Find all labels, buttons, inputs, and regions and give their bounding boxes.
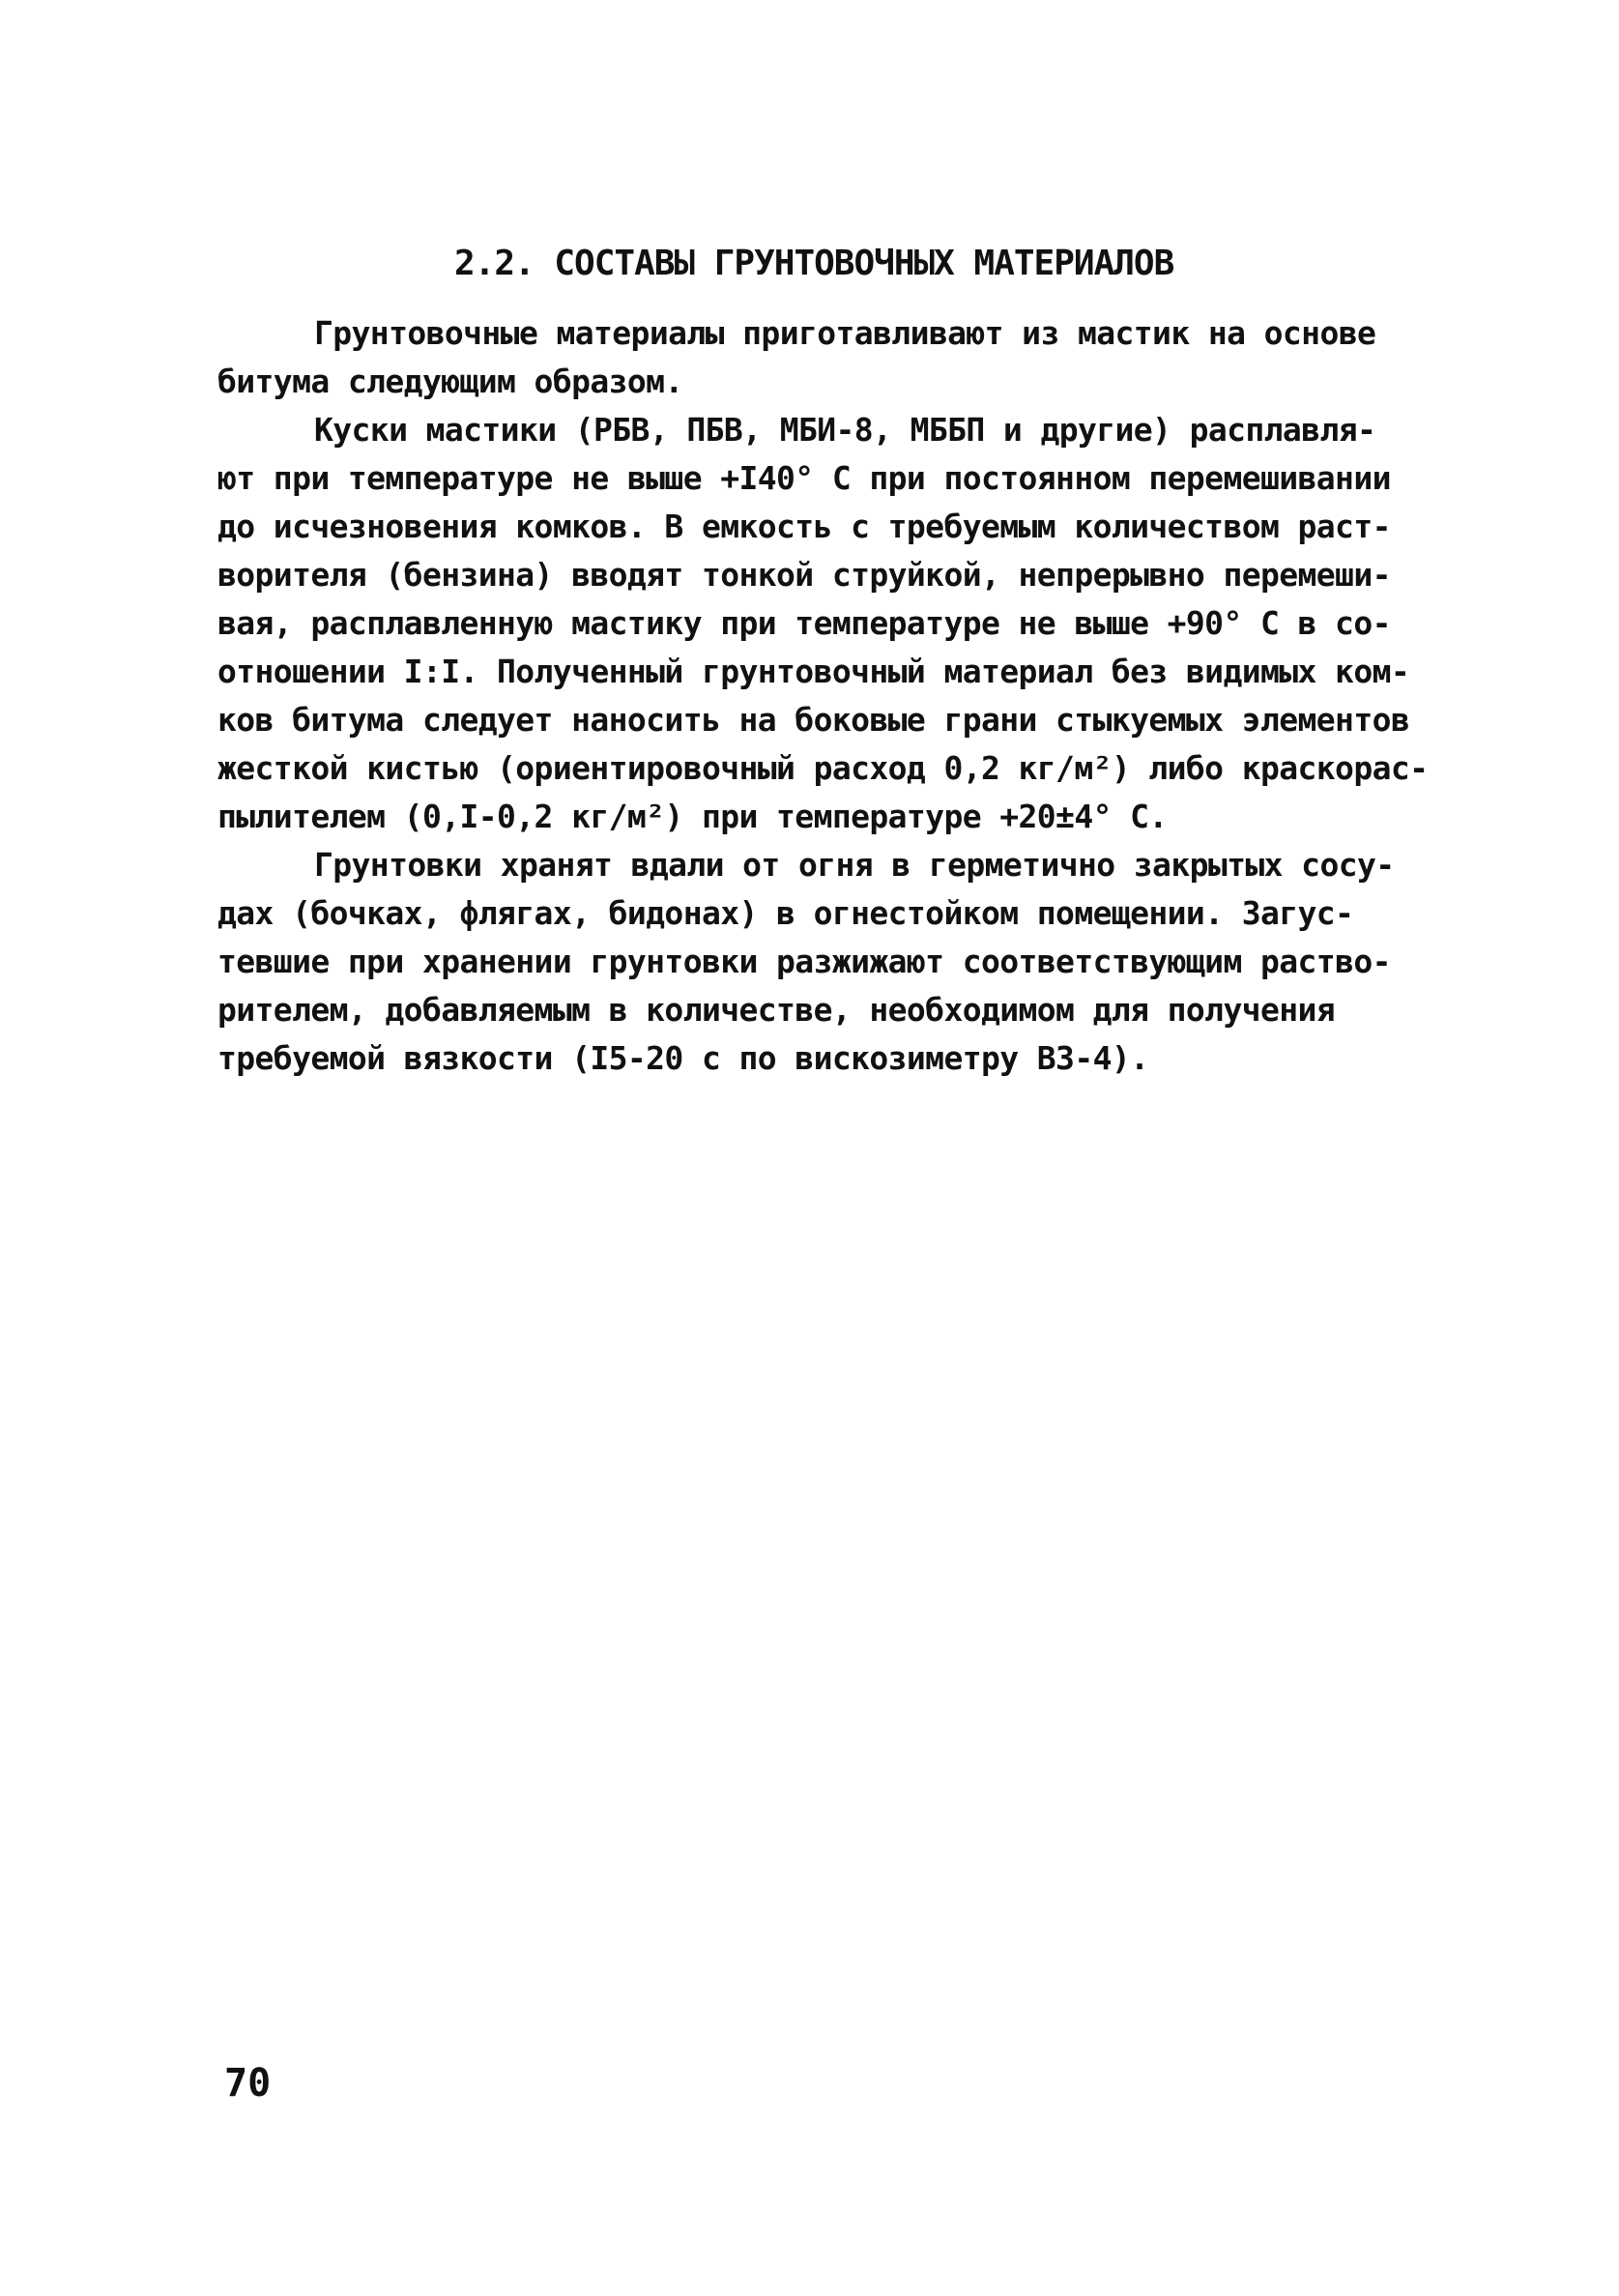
text-line: Грунтовки хранят вдали от огня в герметично закрытых сосу- (314, 846, 1395, 884)
text-line: рителем, добавляемым в количестве, необходимом для получения (217, 991, 1336, 1029)
text-line: дах (бочках, флягах, бидонах) в огнестойком помещении. Загус- (217, 894, 1354, 932)
text-line: битума следующим образом. (217, 363, 683, 400)
section-heading: 2.2. СОСТАВЫ ГРУНТОВОЧНЫХ МАТЕРИАЛОВ (454, 244, 1174, 283)
section-body (217, 309, 1493, 1083)
text-line: вая, расплавленную мастику при температуре не выше +90° С в со- (217, 604, 1391, 642)
paragraph-2 (217, 406, 1493, 841)
text-line: ют при температуре не выше +I40° С при постоянном перемешивании (217, 459, 1391, 497)
page-number: 70 (224, 2061, 272, 2106)
text-line: пылителем (0,I-0,2 кг/м²) при температуре +20±4° С. (217, 798, 1168, 835)
text-line: тевшие при хранении грунтовки разжижают соответствующим раство- (217, 943, 1391, 980)
text-line: ков битума следует наносить на боковые грани стыкуемых элементов (217, 701, 1410, 739)
text-line: отношении I:I. Полученный грунтовочный материал без видимых ком- (217, 653, 1410, 690)
text-line: требуемой вязкости (I5-20 с по вискозиметру ВЗ-4). (217, 1039, 1149, 1077)
paragraph-1 (217, 309, 1493, 406)
text-line: ворителя (бензина) вводят тонкой струйкой, непрерывно перемеши- (217, 556, 1391, 594)
text-line: Куски мастики (РБВ, ПБВ, МБИ-8, МББП и другие) расплавля- (314, 411, 1376, 449)
paragraph-3 (217, 841, 1493, 1083)
text-line: до исчезновения комков. В емкость с требуемым количеством раст- (217, 508, 1391, 545)
text-line: Грунтовочные материалы приготавливают из мастик на основе (314, 314, 1376, 352)
text-line: жесткой кистью (ориентировочный расход 0,2 кг/м²) либо краскорас- (217, 749, 1429, 787)
